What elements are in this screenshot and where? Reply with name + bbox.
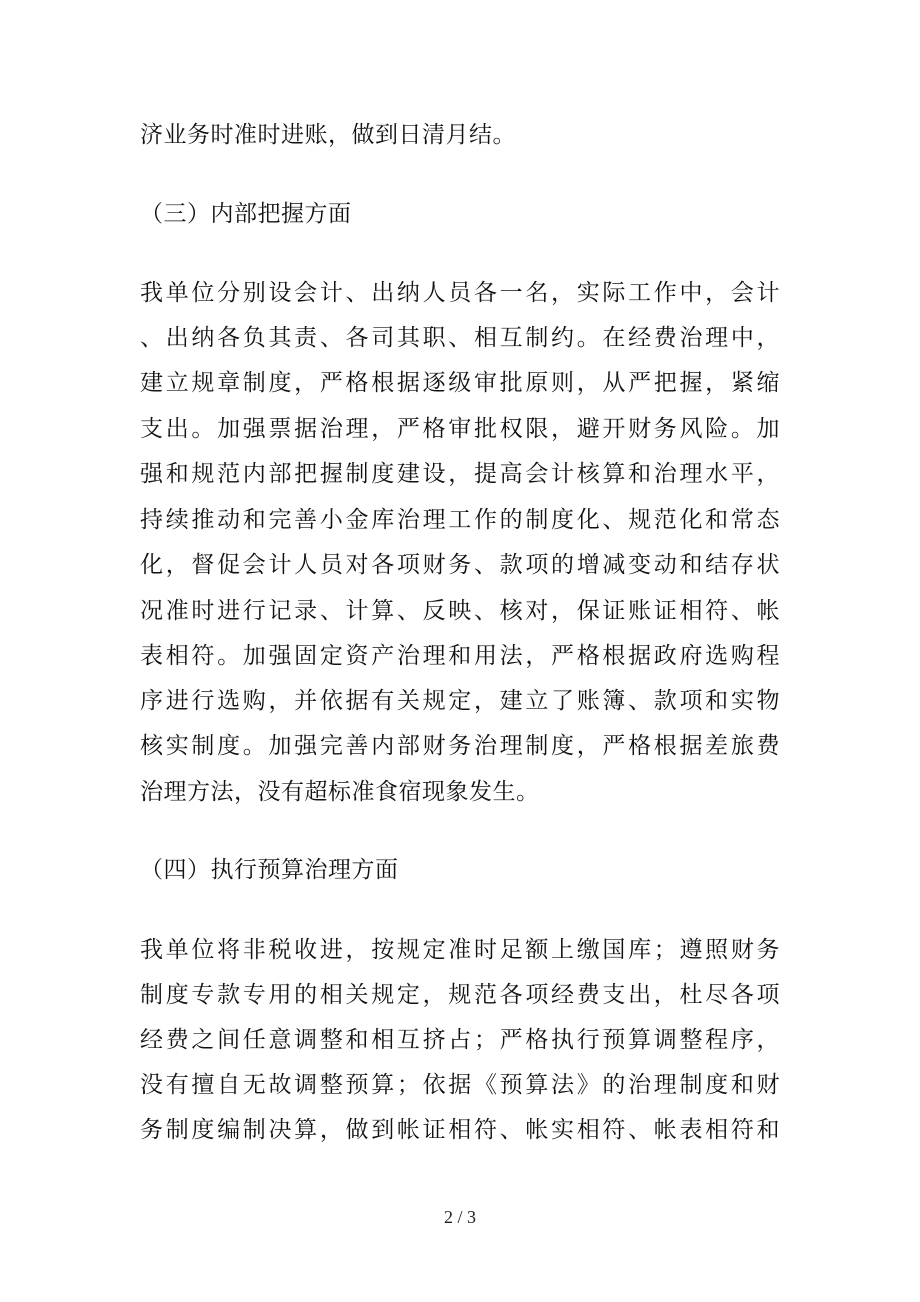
text-line: 化，督促会计人员对各项财务、款项的增减变动和结存状	[140, 552, 780, 578]
text-line: 我单位分别设会计、出纳人员各一名，实际工作中，会计	[140, 280, 780, 306]
page-number: 2 / 3	[443, 1207, 476, 1227]
text-line: 我单位将非税收进，按规定准时足额上缴国库；遵照财务	[140, 937, 780, 963]
section-heading-3: （三）内部把握方面	[140, 201, 352, 227]
text-line: 核实制度。加强完善内部财务治理制度，严格根据差旅费	[140, 733, 780, 759]
text-line: 支出。加强票据治理，严格审批权限，避开财务风险。加	[140, 416, 780, 442]
text-line: 济业务时准时进账，做到日清月结。	[140, 122, 516, 148]
text-line: 表相符。加强固定资产治理和用法，严格根据政府选购程	[140, 643, 780, 669]
text-line: 、出纳各负其责、各司其职、相互制约。在经费治理中，	[140, 325, 780, 351]
text-line: 经费之间任意调整和相互挤占；严格执行预算调整程序，	[140, 1027, 780, 1053]
text-line: 没有擅自无故调整预算；依据《预算法》的治理制度和财	[140, 1072, 780, 1098]
text-line: 务制度编制决算，做到帐证相符、帐实相符、帐表相符和	[140, 1117, 780, 1143]
text-line: 强和规范内部把握制度建设，提高会计核算和治理水平，	[140, 461, 780, 487]
section-heading-4: （四）执行预算治理方面	[140, 857, 399, 883]
text-line: 治理方法，没有超标准食宿现象发生。	[140, 779, 540, 805]
text-line: 序进行选购，并依据有关规定，建立了账簿、款项和实物	[140, 688, 780, 714]
text-line: 建立规章制度，严格根据逐级审批原则，从严把握，紧缩	[140, 370, 780, 396]
text-line: 况准时进行记录、计算、反映、核对，保证账证相符、帐	[140, 598, 780, 624]
text-line: 持续推动和完善小金库治理工作的制度化、规范化和常态	[140, 507, 780, 533]
text-line: 制度专款专用的相关规定，规范各项经费支出，杜尽各项	[140, 982, 780, 1008]
